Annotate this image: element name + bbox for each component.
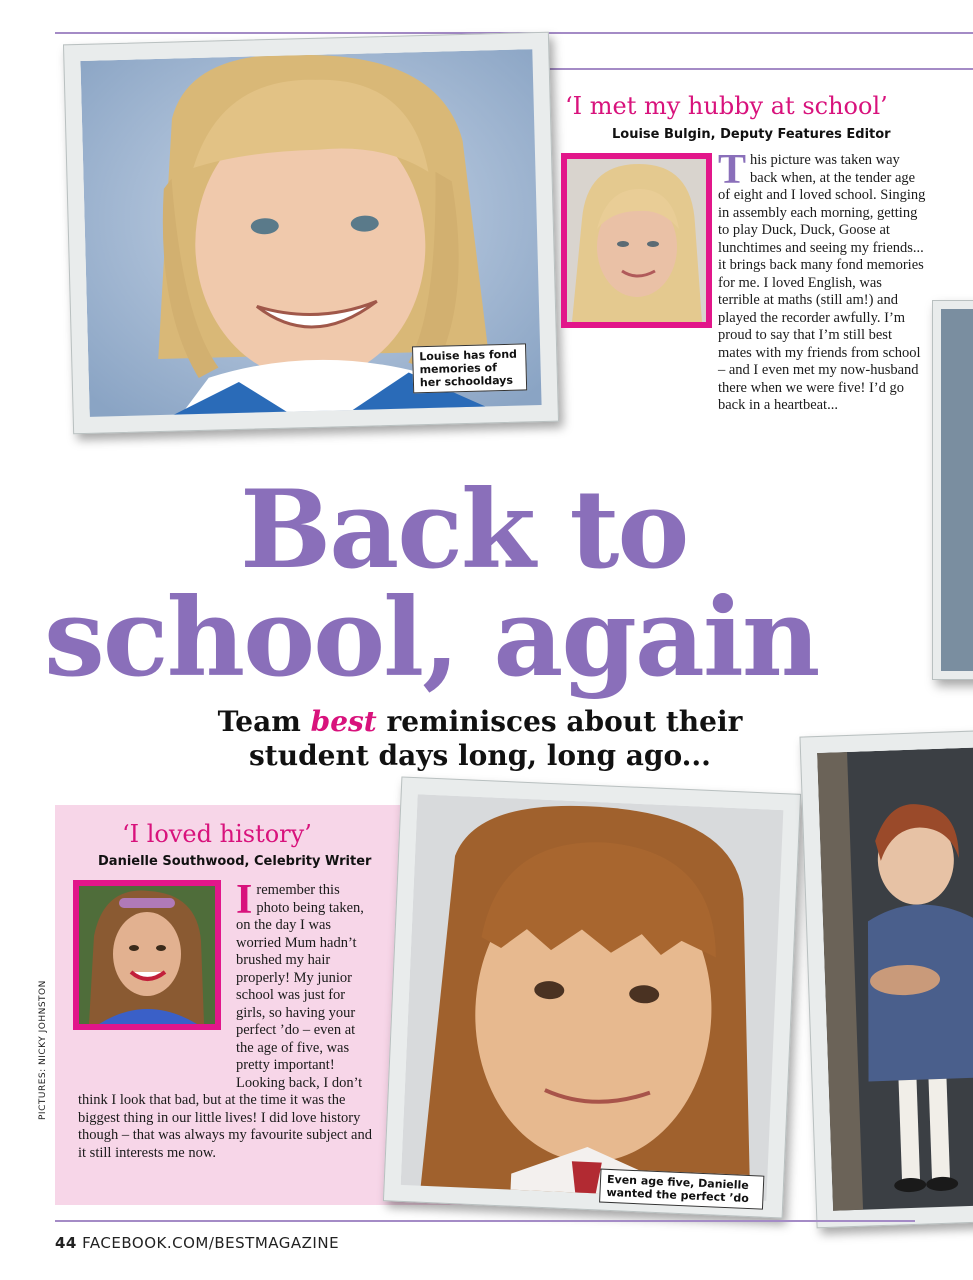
second-rule <box>540 68 973 70</box>
louise-photo-frame <box>63 32 559 435</box>
headline-line-2: school, again <box>44 575 819 701</box>
louise-body-text <box>718 147 926 415</box>
louise-body: his picture was taken way back when, at the tender age of eight and I loved school. Singing in assembly each morning, getting to play Duck, Duck, Goose at lunchtimes and seeing my friends... it brings back many fond memories for me. I loved English, was terrible at maths (still am!) and played the recorder awfully. I’m proud to say that I’m still best mates with my friends from school – and I even met my now-husband there when we were five! I’d go back in a heartbeat... <box>718 152 926 413</box>
photo-credits: PICTURES: NICKY JOHNSTON <box>38 980 48 1120</box>
standfirst-line-2: student days long, long ago... <box>249 739 711 772</box>
danielle-school-photo <box>401 794 784 1201</box>
louise-quote-title: ‘I met my hubby at school’ <box>565 92 888 120</box>
standfirst-line-1: Team best reminisces about their <box>217 705 743 738</box>
danielle-byline: Danielle Southwood, Celebrity Writer <box>98 854 372 869</box>
page-number: 44 <box>55 1234 77 1252</box>
bottom-rule <box>55 1220 915 1222</box>
danielle-body: remember this photo being taken, on the day I was worried Mum hadn’t brushed my hair properly! My junior school was just for girls, so having your perfect ’do – even at the age of five, was pretty important! Looking back, I don’t think I look that bad, but at the time it was the biggest thing in our little lives! I did love history though – that was always my favourite subject and it still interests me now. <box>78 882 372 1161</box>
louise-photo-caption: Louise has fond memories of her schooldays <box>412 343 527 393</box>
right-photo-frame-top <box>932 300 973 680</box>
danielle-photo-frame <box>383 776 801 1218</box>
danielle-dropcap: I <box>236 877 253 923</box>
danielle-photo-caption: Even age five, Danielle wanted the perfect ’do <box>599 1169 764 1210</box>
brand-word: best <box>310 705 377 738</box>
right-photo-frame-bottom <box>799 730 973 1229</box>
standfirst <box>160 705 800 773</box>
danielle-body-text <box>78 877 374 1162</box>
louise-dropcap: T <box>718 147 747 193</box>
headline-line-1: Back to <box>240 467 688 593</box>
louise-byline: Louise Bulgin, Deputy Features Editor <box>612 127 891 142</box>
danielle-text-spacer <box>78 882 236 1082</box>
footer-url[interactable]: FACEBOOK.COM/BESTMAGAZINE <box>82 1234 340 1252</box>
footer <box>55 1234 339 1252</box>
louise-headshot <box>561 153 712 328</box>
danielle-quote-title: ‘I loved history’ <box>122 820 312 848</box>
girl-in-coat-photo <box>817 747 973 1211</box>
